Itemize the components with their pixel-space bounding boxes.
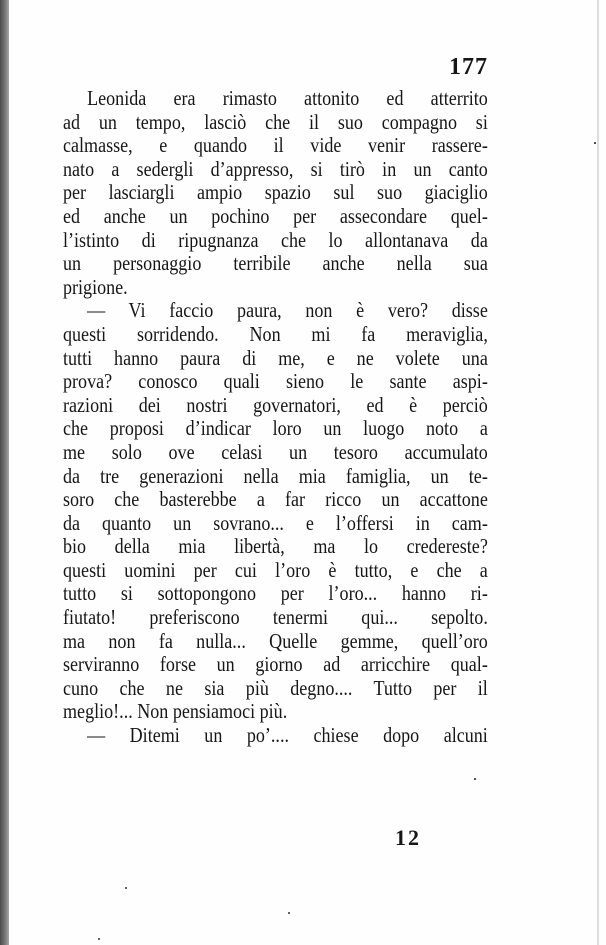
text-line: Leonida era rimasto attonito ed atterrito <box>87 86 488 110</box>
text-line: bio della mia libertà, ma lo credereste? <box>63 534 488 559</box>
text-line: prova? conosco quali sieno le sante aspi- <box>63 369 488 394</box>
scan-speck <box>125 887 127 889</box>
text-line: tutto si sottopongono per l’oro... hanno ri- <box>63 581 488 606</box>
text-line: tutti hanno paura di me, e ne volete una <box>63 345 488 370</box>
text-line: razioni dei nostri governatori, ed è perciò <box>63 392 488 417</box>
text-line: — Vi faccio paura, non è vero? disse <box>87 298 488 323</box>
text-line: l’istinto di ripugnanza che lo allontanava da <box>63 227 488 252</box>
body-text <box>63 87 488 748</box>
text-line: serviranno forse un giorno ad arricchire qual- <box>63 652 488 677</box>
signature-mark: 12 <box>395 825 421 850</box>
text-line: me solo ove celasi un tesoro accumulato <box>63 439 488 464</box>
text-line: da tre generazioni nella mia famiglia, un te- <box>63 463 488 488</box>
scan-page-edge <box>597 0 599 945</box>
text-line: nato a sedergli d’appresso, si tirò in un canto <box>63 156 488 181</box>
text-line: soro che basterebbe a far ricco un accattone <box>63 487 488 512</box>
scan-binding-edge <box>0 0 9 945</box>
scan-speck <box>594 142 596 144</box>
scan-speck <box>288 912 290 914</box>
text-line: per lasciargli ampio spazio sul suo giaciglio <box>63 180 488 205</box>
scan-speck <box>474 778 476 780</box>
text-line: un personaggio terribile anche nella sua <box>63 251 488 276</box>
text-line: meglio!... Non pensiamoci più. <box>63 699 288 724</box>
text-line: fiutato! preferiscono tenermi qui... sepolto. <box>63 605 488 630</box>
text-line: da quanto un sovrano... e l’offersi in cam- <box>63 510 488 535</box>
text-line: ad un tempo, lasciò che il suo compagno si <box>63 109 488 134</box>
text-line: questi sorridendo. Non mi fa meraviglia, <box>63 321 488 346</box>
text-line: questi uomini per cui l’oro è tutto, e che a <box>63 557 488 582</box>
text-line: che proposi d’indicar loro un luogo noto a <box>63 416 488 441</box>
text-line: ma non fa nulla... Quelle gemme, quell’oro <box>63 628 488 653</box>
text-line: ed anche un pochino per assecondare quel- <box>63 203 488 228</box>
text-line: — Ditemi un po’.... chiese dopo alcuni <box>87 723 488 748</box>
text-line: cuno che ne sia più degno.... Tutto per il <box>63 675 488 700</box>
page-number: 177 <box>449 54 488 80</box>
text-line: prigione. <box>63 274 128 299</box>
text-line: calmasse, e quando il vide venir rassere- <box>63 133 488 158</box>
scan-speck <box>98 938 100 940</box>
